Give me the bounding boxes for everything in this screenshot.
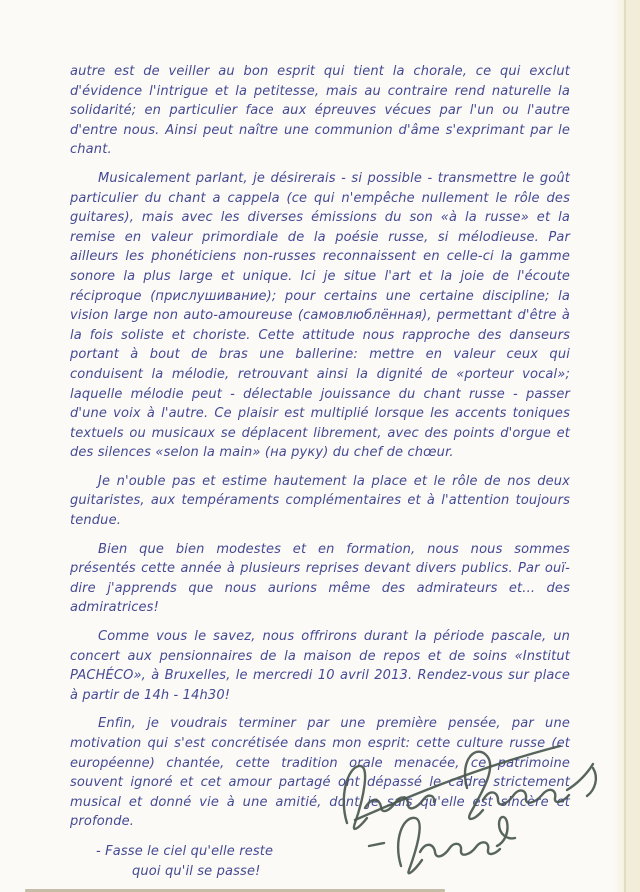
letter-paragraph-4: Bien que bien modestes et en formation, nous nous sommes présentés cette année à plusieurs reprises devant divers publics. Par ouï-dire j'apprends que nous aurions même des admirateurs et... des admiratrices! [70,541,570,616]
letter-paragraph-5: Comme vous le savez, nous offrirons durant la période pascale, un concert aux pensionnaires de la maison de repos et de soins «Institut PACHÉCO», à Bruxelles, le mercredi 10 avril 2013. Rendez-vous sur place à partir de 14h - 14h30! [70,629,570,703]
letter-paragraph-6: Enfin, je voudrais terminer par une première pensée, par une motivation qui s'est concrétisée dans mon esprit: cette culture russe (et européenne) chantée, cette tradition orale menacée, ce patrimoine souvent ignoré et cet amour partagé ont dépassé le cadre strictement musical et donné vie à une amitié, dont je sais qu'elle est sincère et profonde. [70,716,570,830]
signature-scrawl [325,728,630,886]
letter-paragraph-3: Je n'ouble pas et estime hautement la place et le rôle de nos deux guitaristes, aux tempéraments complémentaires et à l'attention toujours tendue. [70,473,570,529]
closing-line-2: quoi qu'il se passe! [132,863,261,879]
closing-line-1: - Fasse le ciel qu'elle reste [96,843,274,859]
letter-paragraph-2: Musicalement parlant, je désirerais - si possible - transmettre le goût particulier du chant a cappela (ce qui n'empêche nullement le rôle des guitares), mais avec les diverses émissions du son «à la russe» et la remise en valeur primordiale de la poésie russe, si mélodieuse. Par ailleurs les phonéticiens non-russes reconnaissent en celle-ci la gamme sonore la plus large et unique. Ici je situe l'art et la joie de l'écoute réciproque (прислушивание); pour certains une certaine discipline; la vision large non auto-amoureuse (самовлюблённая), permettant d'être à la fois soliste et choriste. Cette attitude nous rapproche des danseurs portant à bout de bras une ballerine: mettre en valeur ceux qui conduisent la mélodie, retrouvant ainsi la dignité de «porteur vocal»; laquelle mélodie peut - délectable jouissance du chant russe - passer d'une voix à l'autre. Ce plaisir est multiplié lorsque les accents toniques textuels ou musicaux se déplacent librement, avec des points d'orgue et des silences «selon la main» (на руку) du chef de chœur. [70,170,570,461]
letter-paragraph-1: autre est de veiller au bon esprit qui tient la chorale, ce qui exclut d'évidence l'intrigue et la petitesse, mais au contraire rend naturelle la solidarité; en particulier face aux épreuves vécues par l'un ou l'autre d'entre nous. Ainsi peut naître une communion d'âme s'exprimant par le chant. [70,64,570,158]
